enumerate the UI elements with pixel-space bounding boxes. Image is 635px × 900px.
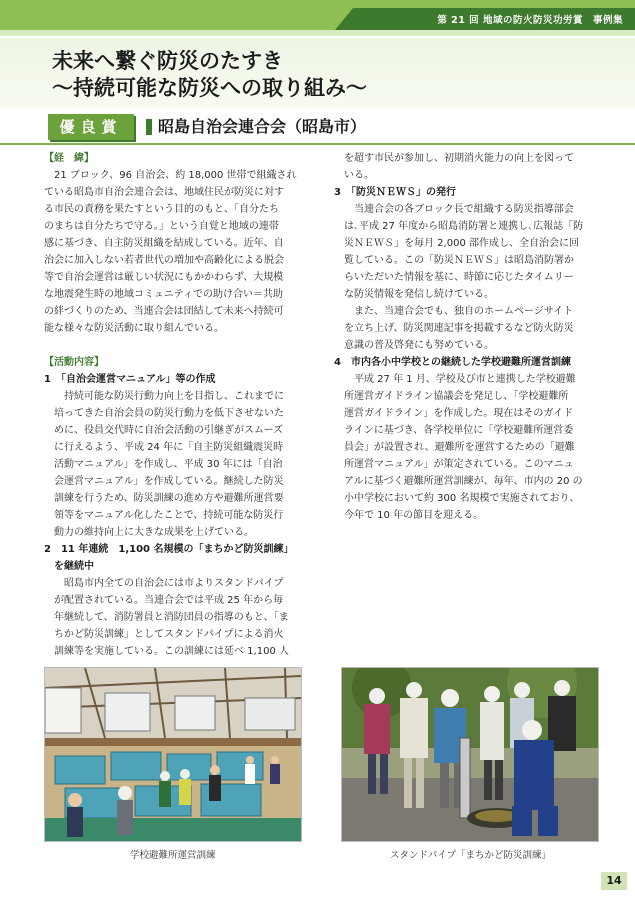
text-line: 小中学校において約 300 名規模で実施されており、 — [344, 493, 580, 504]
item-3-text — [334, 201, 604, 354]
text-line: 活動マニュアル」を作成し、平成 30 年には「自治 — [54, 459, 283, 470]
text-line: 年継続して、消防署員と消防団員の指導のもと、「ま — [54, 612, 289, 623]
title-line-1: 未来へ繋ぐ防災のたすき — [52, 49, 283, 73]
text-line: いる。 — [344, 170, 374, 181]
text-line: 当連合会の各ブロック長で組織する防災指導部会 — [354, 204, 574, 215]
item-2-heading-line-2: を継続中 — [54, 561, 94, 572]
spacer — [44, 337, 312, 354]
right-column — [334, 150, 604, 524]
text-line: 持続可能な防災行動力向上を目指し、これまでに — [64, 391, 284, 402]
photo-caption-standpipe-drill: スタンドパイプ「まちかど防災訓練」 — [390, 850, 552, 861]
photo-caption-evacuation-drill: 学校避難所運営訓練 — [130, 850, 216, 861]
text-line: ている昭島市自治会連合会は、地域住民が防災に対す — [44, 187, 284, 198]
photo-standpipe-drill — [341, 667, 599, 842]
text-line: を立ち上げ、防災関連記事を掲載するなど防火防災 — [344, 323, 574, 334]
text-line: な防災情報を発信し続けている。 — [344, 289, 494, 300]
text-line: 意識の普及啓発にも努めている。 — [344, 340, 494, 351]
text-line: は､平成 27 年度から昭島消防署と連携し､広報誌「防 — [344, 221, 584, 232]
standpipe-scene-illustration — [342, 668, 598, 841]
item-2-text — [44, 575, 312, 660]
text-line: が配置されている。当連合会では平成 25 年から毎 — [54, 595, 284, 606]
text-line: ちかど防災訓練」としてスタンドパイプによる消火 — [54, 629, 284, 640]
text-line: らいただいた情報を基に、時節に応じたタイムリー — [344, 272, 574, 283]
award-badge: 優良賞 — [48, 114, 134, 140]
background-text — [44, 167, 312, 337]
text-line: 培ってきた自治会員の防災行動力を低下させないた — [54, 408, 284, 419]
text-line: アルに基づく避難所運営訓練が、毎年、市内の 20 の — [344, 476, 583, 487]
text-line: 災ＮＥＷＳ」を毎月 2,000 部作成し、全自治会に回 — [344, 238, 579, 249]
gymnasium-scene-illustration — [45, 668, 301, 841]
text-line: 運営ガイドライン」を作成した。現在はそのガイド — [344, 408, 574, 419]
text-line: 訓練等を実施している。この訓練には延べ 1,100 人 — [54, 646, 289, 657]
text-line: 領等をマニュアル化したことで、持続可能な防災行 — [54, 510, 284, 521]
award-divider-mark — [146, 119, 152, 135]
photo-evacuation-drill — [44, 667, 302, 842]
item-1-heading: 1 「自治会運営マニュアル」等の作成 — [44, 374, 216, 385]
text-line: る市民の責務を果たすという目的のもと、「自分たち — [44, 204, 279, 215]
text-line: に行えるよう、平成 24 年に「自主防災組織震災時 — [54, 442, 284, 453]
page-title — [52, 48, 367, 102]
text-line: 平成 27 年 1 月、学校及び市と連携した学校避難 — [354, 374, 576, 385]
text-line: を超す市民が参加し、初期消火能力の向上を図って — [344, 153, 574, 164]
text-line: 21 ブロック、96 自治会、約 18,000 世帯で組織され — [54, 170, 297, 181]
text-line: 感に基づき、自主防災組織を結成している。近年、自 — [44, 238, 284, 249]
text-line: 所運営マニュアル」が策定されている。このマニュ — [344, 459, 574, 470]
text-line: の絆づくりのため、当連合会は団結して未来へ持続可 — [44, 306, 284, 317]
text-line: また、当連合会でも、独自のホームページサイト — [354, 306, 574, 317]
series-label: 第 21 回 地域の防火防災功労賞 事例集 — [437, 15, 623, 26]
text-line: な地震発生時の地域コミュニティでの助け合い＝共助 — [44, 289, 283, 300]
section-heading-activities: 【活動内容】 — [44, 357, 104, 368]
page-number: 14 — [601, 872, 627, 890]
text-line: 能な様々な防災活動に取り組んでいる。 — [44, 323, 224, 334]
item-1-text — [44, 388, 312, 541]
text-line: 治会に加入しない若者世代の増加や高齢化による脱会 — [44, 255, 284, 266]
item-4-heading: 4 市内各小中学校との継続した学校避難所運営訓練 — [334, 357, 571, 368]
title-line-2: 〜持続可能な防災への取り組み〜 — [52, 76, 367, 100]
text-line: 等で自治会運営は厳しい状況にもかかわらず、大規模 — [44, 272, 284, 283]
text-line: 員会」が設置され、避難所を運営するための「避難 — [344, 442, 575, 453]
text-line: 動力の維持向上に大きな成果を上げている。 — [54, 527, 254, 538]
text-line: 昭島市内全ての自治会には市よりスタンドパイプ — [64, 578, 284, 589]
text-line: 訓練を行うため、防災訓練の進め方や避難所運営要 — [54, 493, 284, 504]
item-4-text — [334, 371, 604, 524]
text-line: めに、役員交代時に自治会活動の引継ぎがスムーズ — [54, 425, 283, 436]
text-line: 覧している。この「防災ＮＥＷＳ」は昭島消防署か — [344, 255, 574, 266]
text-line: 会運営マニュアル」を作成している。継続した防災 — [54, 476, 284, 487]
section-heading-background: 【経 緯】 — [44, 153, 94, 164]
header-stripe — [0, 30, 635, 36]
text-line: 今年で 10 年の節目を迎える。 — [344, 510, 484, 521]
left-column — [44, 150, 312, 660]
text-line: ラインに基づき、各学校単位に「学校避難所運営委 — [344, 425, 574, 436]
text-line: 所運営ガイドライン協議会を発足し、「学校避難所 — [344, 391, 569, 402]
organization-name: 昭島自治会連合会（昭島市） — [158, 117, 367, 136]
text-line: のまちは自分たちで守る。」という自覚と地域の連帯 — [44, 221, 279, 232]
item-3-heading: 3 「防災ＮＥＷＳ」の発行 — [334, 187, 456, 198]
item-2-heading-line-1: 2 11 年連続 1,100 名規模の「まちかど防災訓練」 — [44, 544, 294, 555]
